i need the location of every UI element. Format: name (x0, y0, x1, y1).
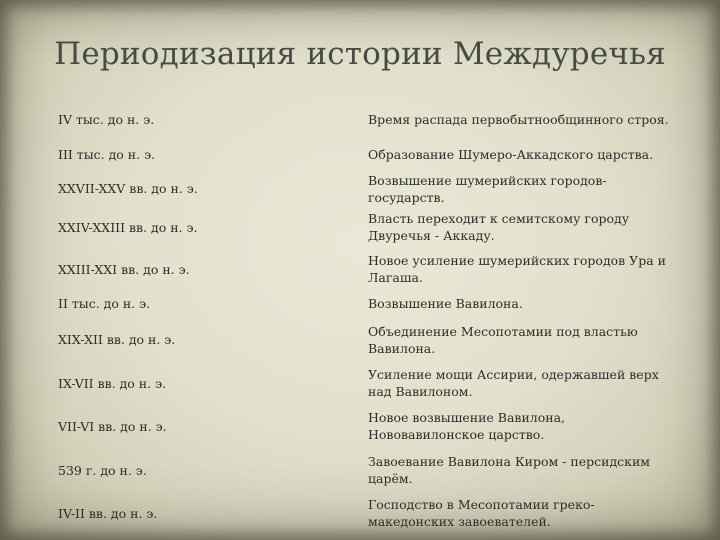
event-cell: Завоевание Вавилона Киром - персидским царём. (368, 454, 651, 486)
period-cell: IX-VII вв. до н. э. (58, 375, 167, 391)
table-row (58, 317, 678, 362)
period-cell: IV-II вв. до н. э. (58, 505, 158, 521)
event-cell: Возвышение Вавилона. (368, 295, 523, 311)
event-cell: Власть переходит к семитскому городу Двуречья - Аккаду. (368, 211, 630, 243)
slide-title: Периодизация истории Междуречья (54, 36, 666, 72)
event-cell: Новое усиление шумерийских городов Ура и Лагаша. (368, 253, 666, 285)
table-row (58, 362, 678, 404)
period-cell: XXIV-XXIII вв. до н. э. (58, 219, 198, 235)
event-cell: Время распада первобытнообщинного строя. (368, 111, 669, 127)
period-cell: XXIII-XXI вв. до н. э. (58, 261, 190, 277)
table-row (58, 102, 678, 136)
period-cell: 539 г. до н. э. (58, 462, 147, 478)
event-cell: Новое возвышение Вавилона, Нововавилонское царство. (368, 410, 566, 442)
event-cell: Господство в Месопотамии греко-македонских завоевателей. (368, 497, 595, 529)
table-row (58, 172, 678, 205)
period-cell: III тыс. до н. э. (58, 146, 156, 162)
table-row (58, 249, 678, 289)
event-cell: Объединение Месопотамии под властью Вавилона. (368, 323, 638, 356)
event-cell: Усиление мощи Ассирии, одержавшей верх над Вавилоном. (368, 367, 659, 399)
table-row (58, 289, 678, 317)
period-cell: XIX-XII вв. до н. э. (58, 332, 176, 347)
table-row (58, 492, 678, 534)
table-row (58, 448, 678, 492)
period-cell: VII-VI вв. до н. э. (58, 418, 167, 434)
period-cell: II тыс. до н. э. (58, 295, 151, 311)
table-row (58, 136, 678, 172)
period-cell: IV тыс. до н. э. (58, 111, 155, 127)
timeline-table (58, 102, 678, 534)
table-row (58, 404, 678, 448)
table-row (58, 205, 678, 249)
event-cell: Возвышение шумерийских городов-государств. (368, 172, 607, 205)
event-cell: Образование Шумеро-Аккадского царства. (368, 146, 654, 162)
period-cell: XXVII-XXV вв. до н. э. (58, 181, 198, 196)
